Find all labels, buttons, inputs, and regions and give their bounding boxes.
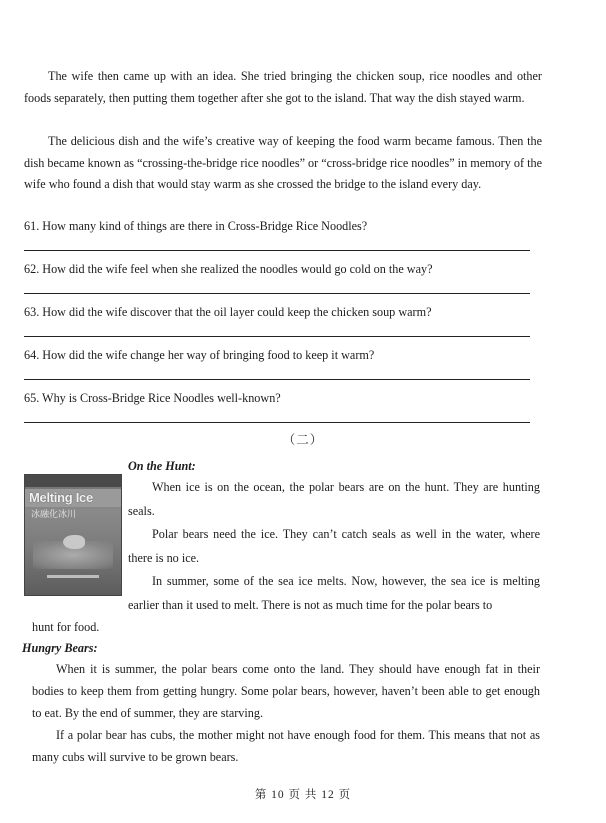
page-number-footer: 第 10 页 共 12 页 [254,789,352,801]
answer-line-63[interactable] [24,336,530,337]
question-65: 65. Why is Cross-Bridge Rice Noodles well-known? [24,391,281,405]
hunt-paragraph-3-end: hunt for food. [32,620,100,634]
hungry-paragraph-1: When it is summer, the polar bears come onto the land. They should have enough fat in their bodies to keep them from getting hungry. Some polar bears, however, haven’t been able to get enough to eat. By the end of summer, they are starving. [32,662,540,720]
passage-paragraph-1: The wife then came up with an idea. She tried bringing the chicken soup, rice noodles and other foods separately, then putting them together after she got to the island. That way the dish stayed warm. [24,69,542,105]
answer-line-65[interactable] [24,422,530,423]
heading-on-the-hunt: On the Hunt: [128,459,196,473]
question-64: 64. How did the wife change her way of bringing food to keep it warm? [24,348,375,362]
question-63: 63. How did the wife discover that the oil layer could keep the chicken soup warm? [24,305,432,319]
passage-paragraph-2: The delicious dish and the wife’s creative way of keeping the food warm became famous. Then the dish became known as “crossing-the-bridge rice noodles” or “cross-bridge rice noodles” in memory of the wife who found a dish that would stay warm as she crossed the bridge to the island every day. [24,134,542,191]
heading-hungry-bears: Hungry Bears: [22,641,98,655]
cover-sky [25,475,121,487]
answer-line-61[interactable] [24,250,530,251]
section-marker: （二） [282,433,324,447]
hungry-paragraph-2: If a polar bear has cubs, the mother might not have enough food for them. This means that not as many cubs will survive to be grown bears. [32,728,540,764]
cover-title: Melting Ice [29,490,93,505]
answer-line-62[interactable] [24,293,530,294]
melting-ice-book-cover-image [24,474,122,596]
cover-subtitle: 冰融化冰川 [31,510,77,520]
hunt-paragraph-1: When ice is on the ocean, the polar bears are on the hunt. They are hunting seals. [128,480,540,518]
cover-footer-strip [47,575,99,578]
hunt-paragraph-3: In summer, some of the sea ice melts. Now, however, the sea ice is melting earlier than it used to melt. There is not as much time for the polar bears to [128,574,540,612]
answer-line-64[interactable] [24,379,530,380]
hunt-paragraph-2: Polar bears need the ice. They can’t catch seals as well in the water, where there is no ice. [128,527,540,565]
question-62: 62. How did the wife feel when she realized the noodles would go cold on the way? [24,262,433,276]
cover-polar-bear [63,535,85,549]
question-61: 61. How many kind of things are there in Cross-Bridge Rice Noodles? [24,219,368,233]
